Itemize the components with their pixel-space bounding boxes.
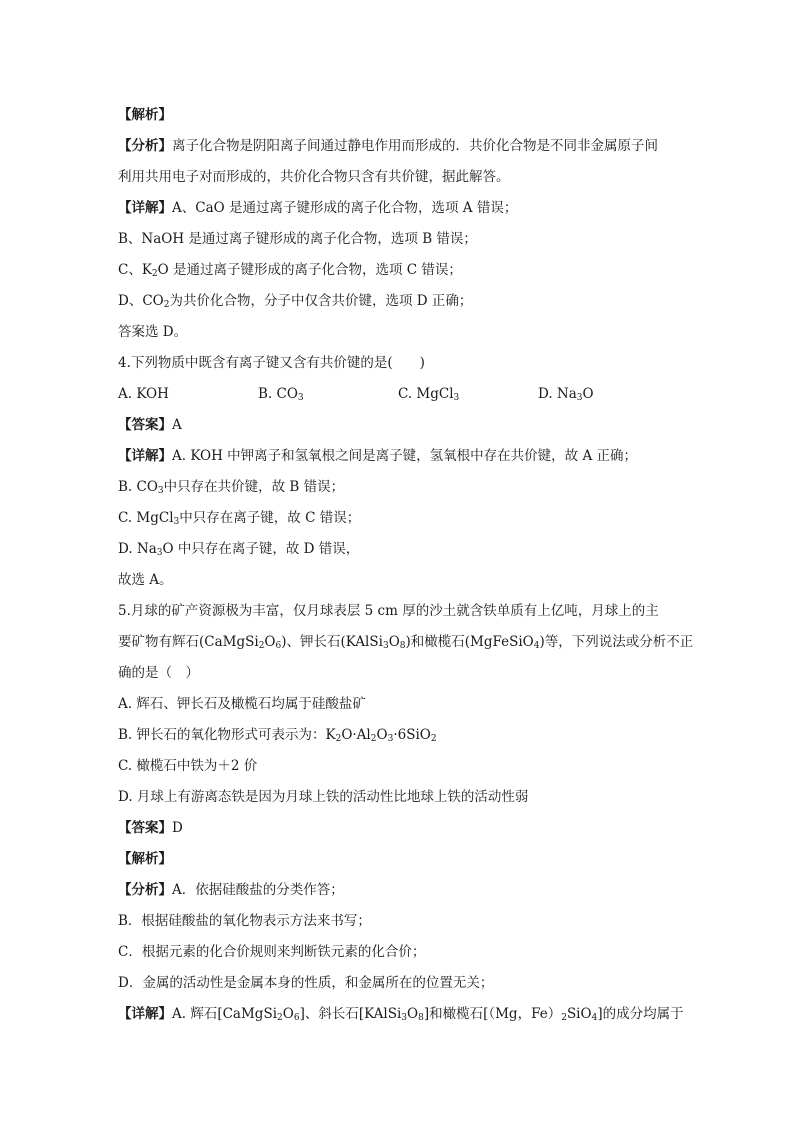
q4-answer: 【答案】A bbox=[118, 417, 182, 433]
answer-tag: 【答案】 bbox=[118, 820, 172, 836]
q5-stem-2: 要矿物有辉石$(CaMgSi_2O_6)$、钾长石$(KAlSi_3O_8)$和橄榄石(MgFeSiO$_4$)等，下列说法或分析不正 bbox=[118, 634, 694, 651]
q4-detail-1: 【详解】A. KOH 中钾离子和氢氧根之间是离子键，氢氧根中存在共价键，故 A 正确； bbox=[118, 448, 638, 464]
q5-fenxi-4: D．金属的活动性是金属本身的性质，和金属所在的位置无关； bbox=[118, 975, 494, 991]
xiangjie-tag: 【详解】 bbox=[118, 448, 172, 464]
q3-answer-line: 答案选 D。 bbox=[118, 324, 188, 340]
q4-detail-2: B. $CO_3$中只存在共价键，故 B 错误； bbox=[118, 479, 345, 496]
q4-option-a: A. KOH bbox=[118, 386, 169, 402]
q4-option-b: B. $CO_3$ bbox=[258, 386, 304, 403]
q4-detail-4: D. $Na_3O$ 中只存在离子键，故 D 错误， bbox=[118, 541, 360, 558]
q5-option-d: D. 月球上有游离态铁是因为月球上铁的活动性比地球上铁的活动性弱 bbox=[118, 789, 529, 805]
q4-detail-3: C. MgCl$_3$中只存在离子键，故 C 错误； bbox=[118, 510, 361, 527]
q3-fenxi-line-1: 【分析】离子化合物是阴阳离子间通过静电作用而形成的．共价化合物是不同非金属原子间 bbox=[118, 138, 658, 154]
q4-option-d: D. $Na_3O$ bbox=[538, 386, 594, 403]
document-page bbox=[118, 100, 694, 1030]
q5-fenxi-1: 【分析】A．依据硅酸盐的分类作答； bbox=[118, 882, 344, 898]
q3-detail-d: D、$CO_2$为共价化合物，分子中仅含共价键，选项 D 正确； bbox=[118, 293, 473, 310]
q5-detail-1: 【详解】A. 辉石$[CaMgSi_2O_6]$、斜长石$[KAlSi_3O_8]$和橄榄石[（Mg，$Fe)_2SiO_4$]的成分均属于 bbox=[118, 1006, 684, 1023]
q3-fenxi-line-2: 利用共用电子对而形成的，共价化合物只含有共价键，据此解答。 bbox=[118, 169, 510, 185]
q3-detail-c: C、$K_2O$ 是通过离子键形成的离子化合物，选项 C 错误； bbox=[118, 262, 462, 279]
q4-stem: 4.下列物质中既含有离子键又含有共价键的是( ) bbox=[118, 355, 425, 371]
fenxi-tag: 【分析】 bbox=[118, 138, 172, 154]
xiangjie-tag: 【详解】 bbox=[118, 1006, 172, 1022]
fenxi-tag: 【分析】 bbox=[118, 882, 172, 898]
q3-detail-b: B、NaOH 是通过离子键形成的离子化合物，选项 B 错误； bbox=[118, 231, 477, 247]
q5-stem-3: 确的是（ ） bbox=[118, 665, 199, 681]
q4-conclusion: 故选 A。 bbox=[118, 572, 173, 588]
q3-detail-a: 【详解】A、CaO 是通过离子键形成的离子化合物，选项 A 错误； bbox=[118, 200, 518, 216]
q4-options bbox=[118, 379, 678, 410]
answer-tag: 【答案】 bbox=[118, 417, 172, 433]
xiangjie-tag: 【详解】 bbox=[118, 200, 172, 216]
q5-option-a: A. 辉石、钾长石及橄榄石均属于硅酸盐矿 bbox=[118, 696, 366, 712]
q5-option-c: C. 橄榄石中铁为＋2 价 bbox=[118, 758, 258, 774]
q5-option-b: B. 钾长石的氧化物形式可表示为：$K_2O\cdot Al_2O_3\cdot 6SiO_2$ bbox=[118, 727, 437, 744]
q5-answer: 【答案】D bbox=[118, 820, 183, 836]
q4-option-c: C. MgCl$_3$ bbox=[398, 386, 460, 403]
q5-fenxi-2: B．根据硅酸盐的氧化物表示方法来书写； bbox=[118, 913, 371, 929]
q5-fenxi-3: C．根据元素的化合价规则来判断铁元素的化合价； bbox=[118, 944, 426, 960]
q3-analysis-header: 【解析】 bbox=[118, 107, 172, 123]
q5-analysis-header: 【解析】 bbox=[118, 851, 172, 867]
q5-stem-1: 5.月球的矿产资源极为丰富，仅月球表层 5 cm 厚的沙土就含铁单质有上亿吨，月球上的主 bbox=[118, 603, 659, 619]
